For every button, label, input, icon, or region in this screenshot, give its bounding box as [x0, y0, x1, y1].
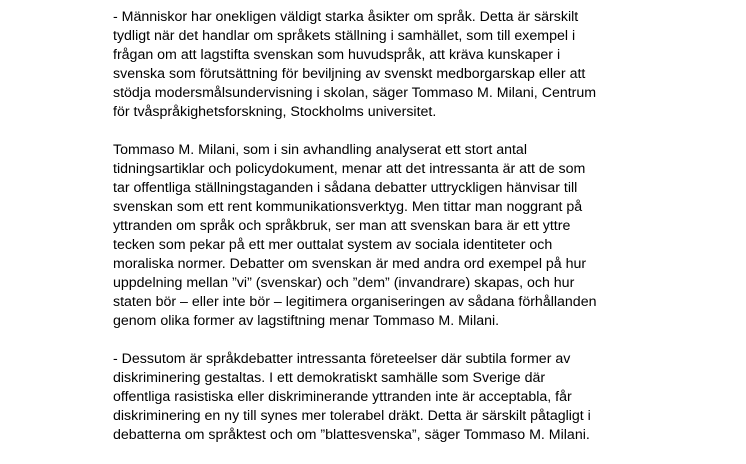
text-line: genom olika former av lagstiftning menar Tommaso M. Milani.: [113, 313, 500, 329]
text-line: för tvåspråkighetsforskning, Stockholms universitet.: [113, 104, 437, 120]
paragraph-1: [113, 8, 653, 122]
text-line: tecken som pekar på ett mer outtalat system av sociala identiteter och: [113, 237, 553, 253]
text-line: stödja modersmålsundervisning i skolan, säger Tommaso M. Milani, Centrum: [113, 85, 597, 101]
text-line: moraliska normer. Debatter om svenskan är med andra ord exempel på hur: [113, 256, 587, 272]
text-line: - Människor har onekligen väldigt starka åsikter om språk. Detta är särskilt: [113, 9, 579, 25]
text-line: frågan om att lagstifta svenskan som huvudspråk, att kräva kunskaper i: [113, 47, 561, 63]
text-line: - Dessutom är språkdebatter intressanta företeelser där subtila former av: [113, 351, 571, 367]
text-line: staten bör – eller inte bör – legitimera organiseringen av sådana förhållanden: [113, 294, 597, 310]
text-line: tydligt när det handlar om språkets ställning i samhället, som till exempel i: [113, 28, 576, 44]
text-line: tidningsartiklar och policydokument, menar att det intressanta är att de som: [113, 161, 586, 177]
text-line: diskriminering en ny till synes mer tolerabel dräkt. Detta är särskilt påtagligt i: [113, 408, 591, 424]
text-line: tar offentliga ställningstaganden i sådana debatter uttryckligen hänvisar till: [113, 180, 578, 196]
paragraph-3: [113, 350, 653, 445]
text-line: Tommaso M. Milani, som i sin avhandling analyserat ett stort antal: [113, 142, 527, 158]
text-line: offentliga rasistiska eller diskriminerande yttranden inte är acceptabla, får: [113, 389, 572, 405]
text-line: svenska som förutsättning för beviljning av svenskt medborgarskap eller att: [113, 66, 586, 82]
paragraph-2: [113, 141, 653, 331]
text-line: uppdelning mellan ”vi” (svenskar) och ”dem” (invandrare) skapas, och hur: [113, 275, 575, 291]
text-line: svenskan som ett rent kommunikationsverktyg. Men tittar man noggrant på: [113, 199, 583, 215]
text-line: debatterna om språktest och om ”blattesvenska”, säger Tommaso M. Milani.: [113, 427, 590, 443]
article-body: [113, 8, 653, 464]
text-line: diskriminering gestaltas. I ett demokratiskt samhälle som Sverige där: [113, 370, 546, 386]
text-line: yttranden om språk och språkbruk, ser man att svenskan bara är ett yttre: [113, 218, 571, 234]
